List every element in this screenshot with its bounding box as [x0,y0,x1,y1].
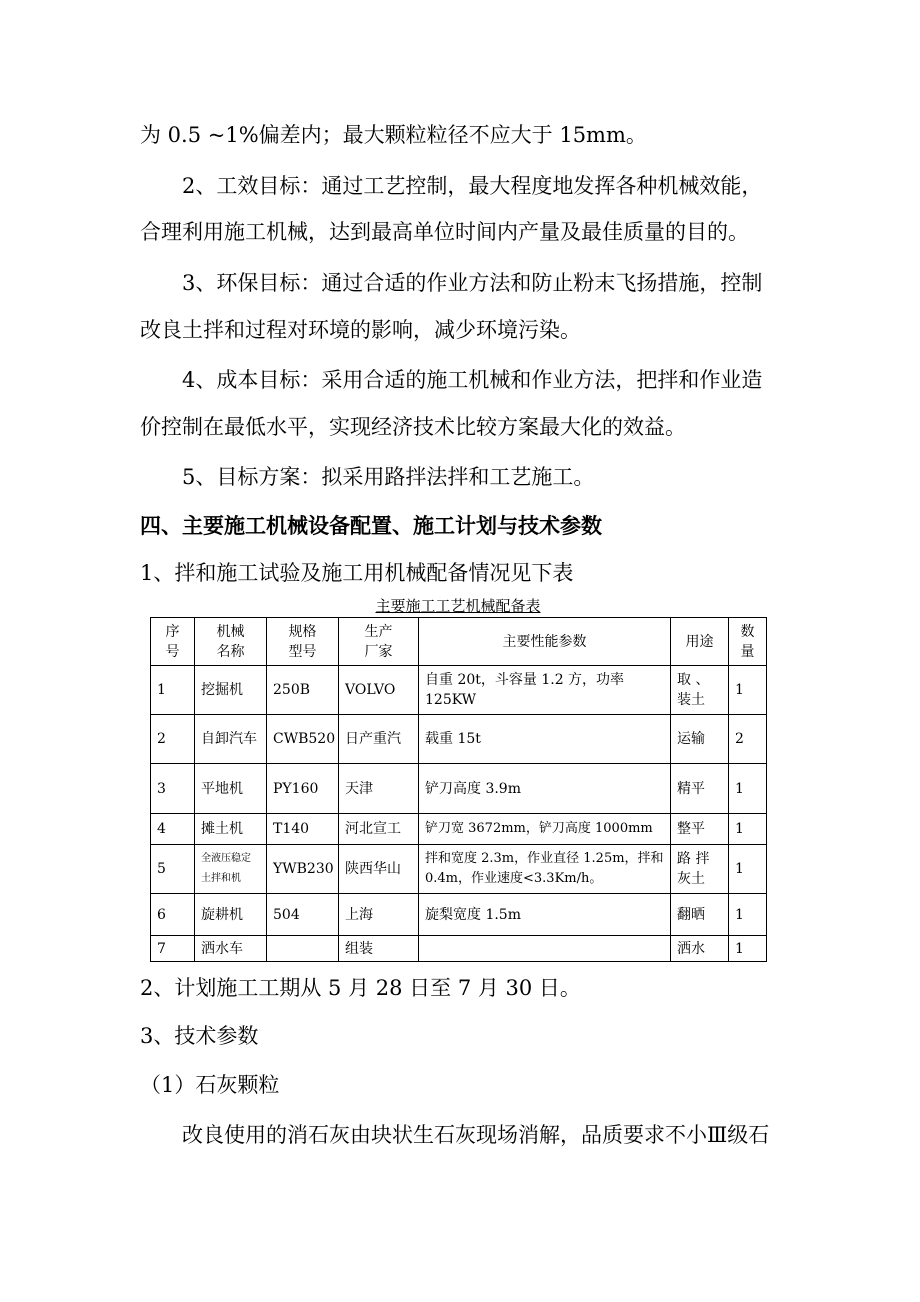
cell-name: 旋耕机 [195,894,267,936]
cell-maker: 河北宣工 [339,814,419,845]
paragraph-line: 5、目标方案：拟采用路拌法拌和工艺施工。 [182,465,595,489]
cell-maker: VOLVO [339,666,419,715]
table-row [151,936,767,962]
table-row [151,715,767,764]
paragraph-line: 价控制在最低水平，实现经济技术比较方案最大化的效益。 [140,415,686,439]
cell-use: 翻晒 [671,894,729,936]
header-model: 规格 型号 [267,618,339,666]
cell-perf [419,936,671,962]
table-row [151,814,767,845]
cell-qty: 1 [729,936,767,962]
cell-maker: 天津 [339,764,419,814]
table-row [151,764,767,814]
cell-use: 整平 [671,814,729,845]
cell-model: T140 [267,814,339,845]
table-caption: 主要施工工艺机械配备表 [375,597,541,615]
header-perf: 主要性能参数 [419,618,671,666]
cell-use: 洒水 [671,936,729,962]
cell-model [267,936,339,962]
cell-seq: 1 [151,666,195,715]
cell-qty: 1 [729,894,767,936]
cell-name: 平地机 [195,764,267,814]
cell-model: CWB520 [267,715,339,764]
paragraph-line: 为 0.5 ~1%偏差内；最大颗粒粒径不应大于 15mm。 [140,123,647,147]
table-row [151,845,767,894]
cell-use: 精平 [671,764,729,814]
cell-seq: 3 [151,764,195,814]
cell-use: 取 、装土 [671,666,729,715]
header-use: 用途 [671,618,729,666]
cell-name: 挖掘机 [195,666,267,715]
cell-qty: 2 [729,715,767,764]
cell-perf: 拌和宽度 2.3m，作业直径 1.25m，拌和 0.4m，作业速度<3.3Km/h。 [419,845,671,894]
cell-qty: 1 [729,845,767,894]
cell-name: 摊土机 [195,814,267,845]
header-name: 机械 名称 [195,618,267,666]
paragraph-line: 3、环保目标：通过合适的作业方法和防止粉末飞扬措施，控制 [182,271,763,295]
cell-seq: 5 [151,845,195,894]
table-row [151,666,767,715]
cell-use: 运输 [671,715,729,764]
header-seq: 序 号 [151,618,195,666]
cell-qty: 1 [729,764,767,814]
cell-seq: 4 [151,814,195,845]
paragraph-line: 改良使用的消石灰由块状生石灰现场消解，品质要求不小Ⅲ级石 [182,1123,770,1147]
paragraph-line: 合理利用施工机械，达到最高单位时间内产量及最佳质量的目的。 [140,220,749,244]
cell-seq: 7 [151,936,195,962]
header-qty: 数 量 [729,618,767,666]
cell-perf: 自重 20t，斗容量 1.2 方，功率 125KW [419,666,671,715]
cell-maker: 日产重汽 [339,715,419,764]
cell-perf: 铲刀宽 3672mm，铲刀高度 1000mm [419,814,671,845]
cell-perf: 旋梨宽度 1.5m [419,894,671,936]
cell-seq: 2 [151,715,195,764]
list-item: 1、拌和施工试验及施工用机械配备情况见下表 [140,561,574,585]
cell-name: 自卸汽车 [195,715,267,764]
cell-qty: 1 [729,666,767,715]
cell-model: 250B [267,666,339,715]
table-header-row [151,618,767,666]
paragraph-line: 2、工效目标：通过工艺控制，最大程度地发挥各种机械效能， [182,174,763,198]
cell-perf: 载重 15t [419,715,671,764]
cell-qty: 1 [729,814,767,845]
sub-heading: （1）石灰颗粒 [140,1073,280,1097]
cell-maker: 组装 [339,936,419,962]
paragraph-line: 改良土拌和过程对环境的影响，减少环境污染。 [140,318,581,342]
equipment-table [150,617,767,962]
cell-name: 洒水车 [195,936,267,962]
cell-seq: 6 [151,894,195,936]
header-maker: 生产 厂家 [339,618,419,666]
cell-maker: 上海 [339,894,419,936]
cell-perf: 铲刀高度 3.9m [419,764,671,814]
cell-name: 全液压稳定土拌和机 [195,845,267,894]
table-row [151,894,767,936]
section-heading: 四、主要施工机械设备配置、施工计划与技术参数 [140,514,602,538]
list-item: 2、计划施工工期从 5 月 28 日至 7 月 30 日。 [140,976,581,1000]
cell-use: 路 拌灰土 [671,845,729,894]
cell-maker: 陕西华山 [339,845,419,894]
cell-model: PY160 [267,764,339,814]
paragraph-line: 4、成本目标：采用合适的施工机械和作业方法，把拌和作业造 [182,368,763,392]
cell-model: YWB230 [267,845,339,894]
cell-model: 504 [267,894,339,936]
list-item: 3、技术参数 [140,1024,259,1048]
